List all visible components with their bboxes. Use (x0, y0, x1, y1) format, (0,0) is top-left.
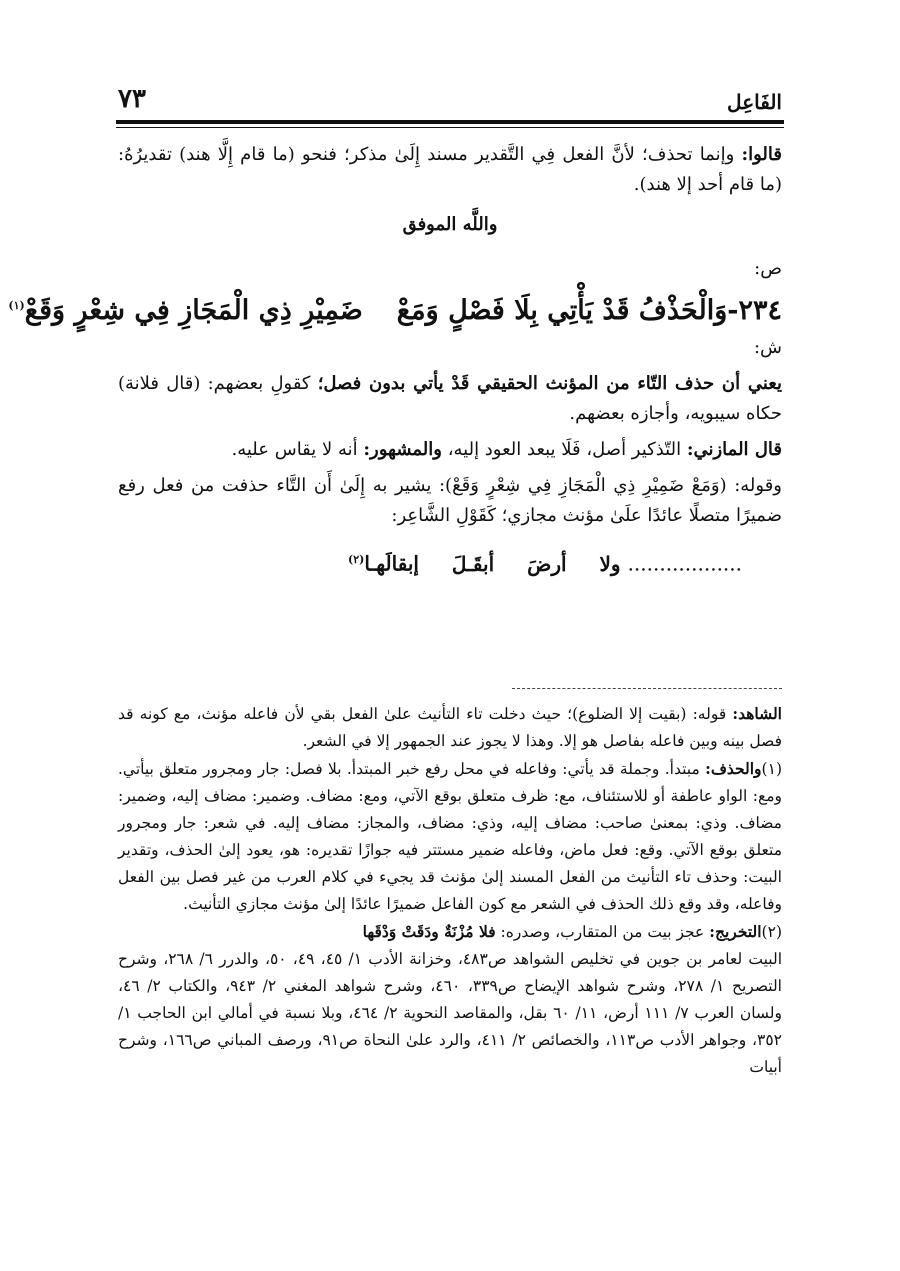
paragraph-meaning (118, 369, 782, 429)
footnote-2 (118, 918, 782, 946)
footnote-text: عجز بيت من المتقارب، وصدره: (495, 923, 710, 941)
quote-word: أرضَ (527, 551, 567, 576)
footnote-ref-2[interactable]: (٢) (347, 553, 365, 566)
header-rule-thick (116, 120, 784, 124)
quote-word: إبقالَهـا (364, 551, 419, 576)
sad-label: ص: (754, 258, 782, 279)
footnotes (118, 700, 782, 1081)
footnote-lead: التخريج: (709, 922, 762, 941)
verse-line (8, 284, 782, 333)
quote-ellipsis: .................. (627, 551, 742, 576)
footnote-shahid (118, 700, 782, 755)
footnote-ref-1[interactable]: (١) (8, 299, 25, 312)
paragraph-qawluhu: وقوله: (وَمَعْ ضَمِيْرِ ذِي الْمَجَازِ فِي شِعْرٍ وَقَعْ): يشير به إِلَىٰ أَن التَّاء حذفت من فعل رفع ضميرًا متصلًا عائدًا علَىٰ مؤنث مجازي؛ كَقَوْلِ الشَّاعِر: (118, 475, 782, 526)
paragraph-lead: قال المازني: (686, 439, 782, 460)
poetry-quote (118, 545, 782, 579)
closing-phrase: واللَّه الموفق (402, 214, 498, 235)
paragraph-text: كقولِ بعضهم: (قال فلانة) حكاه سيبويه، وأجازه بعضهم. (118, 373, 782, 424)
verse-first-hemistich: وَالْحَذْفُ قَدْ يَأْتِي بِلَا فَصْلٍ وَمَعْ (396, 295, 728, 326)
paragraph-text: أنه لا يقاس عليه. (231, 439, 364, 460)
page-number: ٧٣ (118, 84, 146, 114)
running-title: الفَاعِل (727, 90, 782, 114)
paragraph-text: وإنما تحذف؛ لأنَّ الفعل فِي التَّقدير مسند إِلَىٰ مذكر؛ فنحو (ما قام إِلَّا هند) تقديرُهُ: (ما قام أحد إلا هند). (118, 144, 782, 195)
footnote-lead: الشاهد: (732, 704, 782, 723)
footnote-verse: فلا مُزْنَةٌ ودَقَتْ وَدْقَها (362, 922, 496, 941)
footnote-2-sources: البيت لعامر بن جوين في تخليص الشواهد ص٤٨٣، وخزانة الأدب ١/ ٤٥، ٤٩، ٥٠، والدرر ٦/ ٢٦٨، وشرح التصريح ١/ ٢٧٨، وشرح شواهد الإيضاح ص٣٣٩، ٤٦٠، وشرح شواهد المغني ٢/ ٩٤٣، والكتاب ٢/ ٤٦، ولسان العرب ٧/ ١١١ أرض، ١١/ ٦٠ بقل، والمقاصد النحوية ٢/ ٤٦٤، وبلا نسبة في أمالي ابن الحاجب ١/ ٣٥٢، وجواهر الأدب ص١١٣، والخصائص ٢/ ٤١١، والرد علىٰ النحاة ص٩١، ورصف المباني ص١٦٦، وشرح أبيات (118, 950, 783, 1076)
page-header (118, 82, 782, 122)
paragraph-mazini (118, 435, 782, 465)
paragraph-lead: قالوا: (741, 144, 782, 165)
paragraph-bold: والمشهور: (363, 439, 442, 460)
footnote-number: (٢) (761, 923, 782, 941)
verse-number: ٢٣٤- (727, 295, 782, 326)
verse-second-hemistich: ضَمِيْرِ ذِي الْمَجَازِ فِي شِعْرٍ وَقَعْ (24, 295, 363, 326)
footnote-separator (512, 688, 782, 689)
quote-word: أبقَـلَ (451, 551, 495, 576)
footnote-lead: والحذف: (705, 759, 762, 778)
footnote-number: (١) (761, 760, 782, 778)
paragraph-text: التّذكير أصل، فَلَا يبعد العود إليه، (441, 439, 687, 460)
footnote-text: مبتدأ. وجملة قد يأتي: وفاعله في محل رفع خبر المبتدأ. بلا فصل: جار ومجرور متعلق بيأتي. ومع: الواو عاطفة أو للاستئناف، مع: ظرف متعلق بوقع الآتي، ومع: مضاف. وضمير: مضاف إليه، وضمير: مضاف. وذي: بمعنىٰ صاحب: مضاف إليه، وذي: مضاف، والمجاز: مضاف إليه. في شعر: جار ومجرور متعلق بوقع الآتي. وقع: فعل ماض، وفاعله ضمير مستتر فيه جوازًا تقديره: هو، يعود إلىٰ الحذف، وتقدير البيت: وحذف تاء التأنيث من الفعل المسند إلىٰ مؤنث قد يجيء في كلام العرب من غير فصل بين الفعل وفاعله، وقد وقع ذلك الحذف في الشعر مع كون الفاعل ضميرًا عائدًا إلىٰ مؤنث مجازي التأنيث. (118, 760, 782, 913)
header-rule-thin (116, 127, 784, 128)
paragraph-lead: يعني أن حذف التّاء من المؤنث الحقيقي قَدْ يأتي بدون فصل؛ (317, 373, 782, 394)
footnote-1 (118, 755, 782, 918)
footnote-text: قوله: (بقيت إلا الضلوع)؛ حيث دخلت تاء التأنيث علىٰ الفعل بقي لأن فاعله مؤنث، مع كونه قد فصل بينه وبين فاعله بفاصل هو إلا. وهذا لا يجوز عند الجمهور إلا في الشعر. (118, 705, 782, 750)
shin-label: ش: (753, 337, 782, 358)
paragraph-qalu (118, 140, 782, 200)
main-text (8, 140, 782, 579)
quote-word: ولا (599, 551, 621, 576)
